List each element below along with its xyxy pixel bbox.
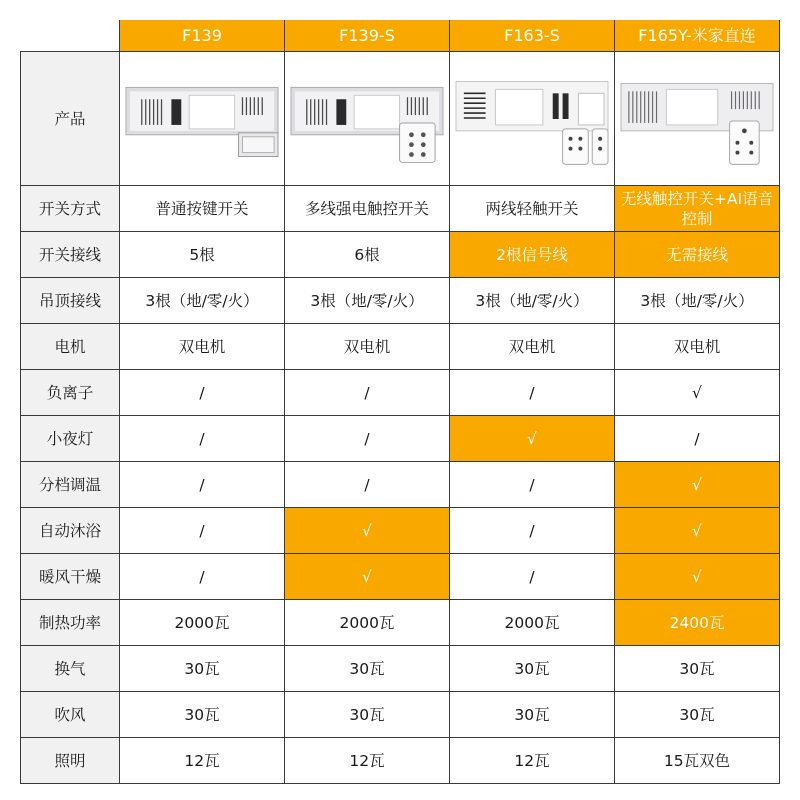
table-cell: 30瓦 <box>450 646 615 692</box>
product-image-cell-4 <box>615 52 780 186</box>
table-cell: 3根（地/零/火） <box>120 278 285 324</box>
table-cell: 普通按键开关 <box>120 186 285 232</box>
row-label-auto-bath: 自动沐浴 <box>20 508 120 554</box>
table-cell: / <box>285 370 450 416</box>
table-cell: 双电机 <box>615 324 780 370</box>
table-cell: 5根 <box>120 232 285 278</box>
row-label-ceiling-wiring: 吊顶接线 <box>20 278 120 324</box>
table-cell: / <box>120 554 285 600</box>
table-cell: 30瓦 <box>285 646 450 692</box>
table-cell: / <box>450 554 615 600</box>
table-cell: 6根 <box>285 232 450 278</box>
row-label-motor: 电机 <box>20 324 120 370</box>
row-label-lighting: 照明 <box>20 738 120 784</box>
row-label-warm-dry: 暖风干燥 <box>20 554 120 600</box>
product-image-cell-3 <box>450 52 615 186</box>
table-cell: 2000瓦 <box>285 600 450 646</box>
row-label-blowing: 吹风 <box>20 692 120 738</box>
table-cell: 多线强电触控开关 <box>285 186 450 232</box>
table-cell: 3根（地/零/火） <box>450 278 615 324</box>
table-cell: / <box>450 370 615 416</box>
table-cell: 2000瓦 <box>120 600 285 646</box>
table-cell: / <box>615 416 780 462</box>
table-cell: 30瓦 <box>450 692 615 738</box>
table-cell: / <box>285 462 450 508</box>
table-cell: √ <box>615 508 780 554</box>
bath-heater-f139-image <box>124 63 280 175</box>
bath-heater-f163s-image <box>454 63 610 175</box>
product-header-3: F163-S <box>450 20 615 52</box>
table-cell: / <box>285 416 450 462</box>
table-cell: 12瓦 <box>450 738 615 784</box>
bath-heater-f165y-image <box>619 63 775 175</box>
row-label-night-light: 小夜灯 <box>20 416 120 462</box>
product-image-cell-1 <box>120 52 285 186</box>
table-cell: / <box>120 462 285 508</box>
table-cell: 3根（地/零/火） <box>615 278 780 324</box>
table-cell: 15瓦双色 <box>615 738 780 784</box>
table-cell: √ <box>615 370 780 416</box>
table-cell: 12瓦 <box>285 738 450 784</box>
table-cell: √ <box>285 508 450 554</box>
table-cell: 30瓦 <box>285 692 450 738</box>
row-label-ventilation: 换气 <box>20 646 120 692</box>
table-corner <box>20 20 120 52</box>
table-cell: / <box>120 370 285 416</box>
table-cell: 30瓦 <box>615 646 780 692</box>
row-label-switch-type: 开关方式 <box>20 186 120 232</box>
table-cell: 无需接线 <box>615 232 780 278</box>
product-header-2: F139-S <box>285 20 450 52</box>
row-label-heating-power: 制热功率 <box>20 600 120 646</box>
table-cell: 2000瓦 <box>450 600 615 646</box>
product-header-1: F139 <box>120 20 285 52</box>
row-label-product: 产品 <box>20 52 120 186</box>
table-cell: 2根信号线 <box>450 232 615 278</box>
table-cell: 2400瓦 <box>615 600 780 646</box>
table-cell: √ <box>615 462 780 508</box>
row-label-switch-wiring: 开关接线 <box>20 232 120 278</box>
table-cell: 无线触控开关+AI语音控制 <box>615 186 780 232</box>
comparison-table <box>20 20 780 784</box>
bath-heater-f139s-image <box>289 63 445 175</box>
table-cell: 双电机 <box>285 324 450 370</box>
table-cell: √ <box>450 416 615 462</box>
table-cell: 30瓦 <box>120 646 285 692</box>
row-label-negative-ion: 负离子 <box>20 370 120 416</box>
row-label-temp-levels: 分档调温 <box>20 462 120 508</box>
table-cell: / <box>120 416 285 462</box>
product-header-4: F165Y-米家直连 <box>615 20 780 52</box>
table-cell: √ <box>285 554 450 600</box>
table-cell: / <box>120 508 285 554</box>
table-cell: 双电机 <box>450 324 615 370</box>
table-cell: 两线轻触开关 <box>450 186 615 232</box>
table-cell: 12瓦 <box>120 738 285 784</box>
table-cell: 3根（地/零/火） <box>285 278 450 324</box>
table-cell: 双电机 <box>120 324 285 370</box>
table-cell: √ <box>615 554 780 600</box>
table-cell: 30瓦 <box>615 692 780 738</box>
table-cell: / <box>450 462 615 508</box>
table-cell: / <box>450 508 615 554</box>
product-image-cell-2 <box>285 52 450 186</box>
table-cell: 30瓦 <box>120 692 285 738</box>
